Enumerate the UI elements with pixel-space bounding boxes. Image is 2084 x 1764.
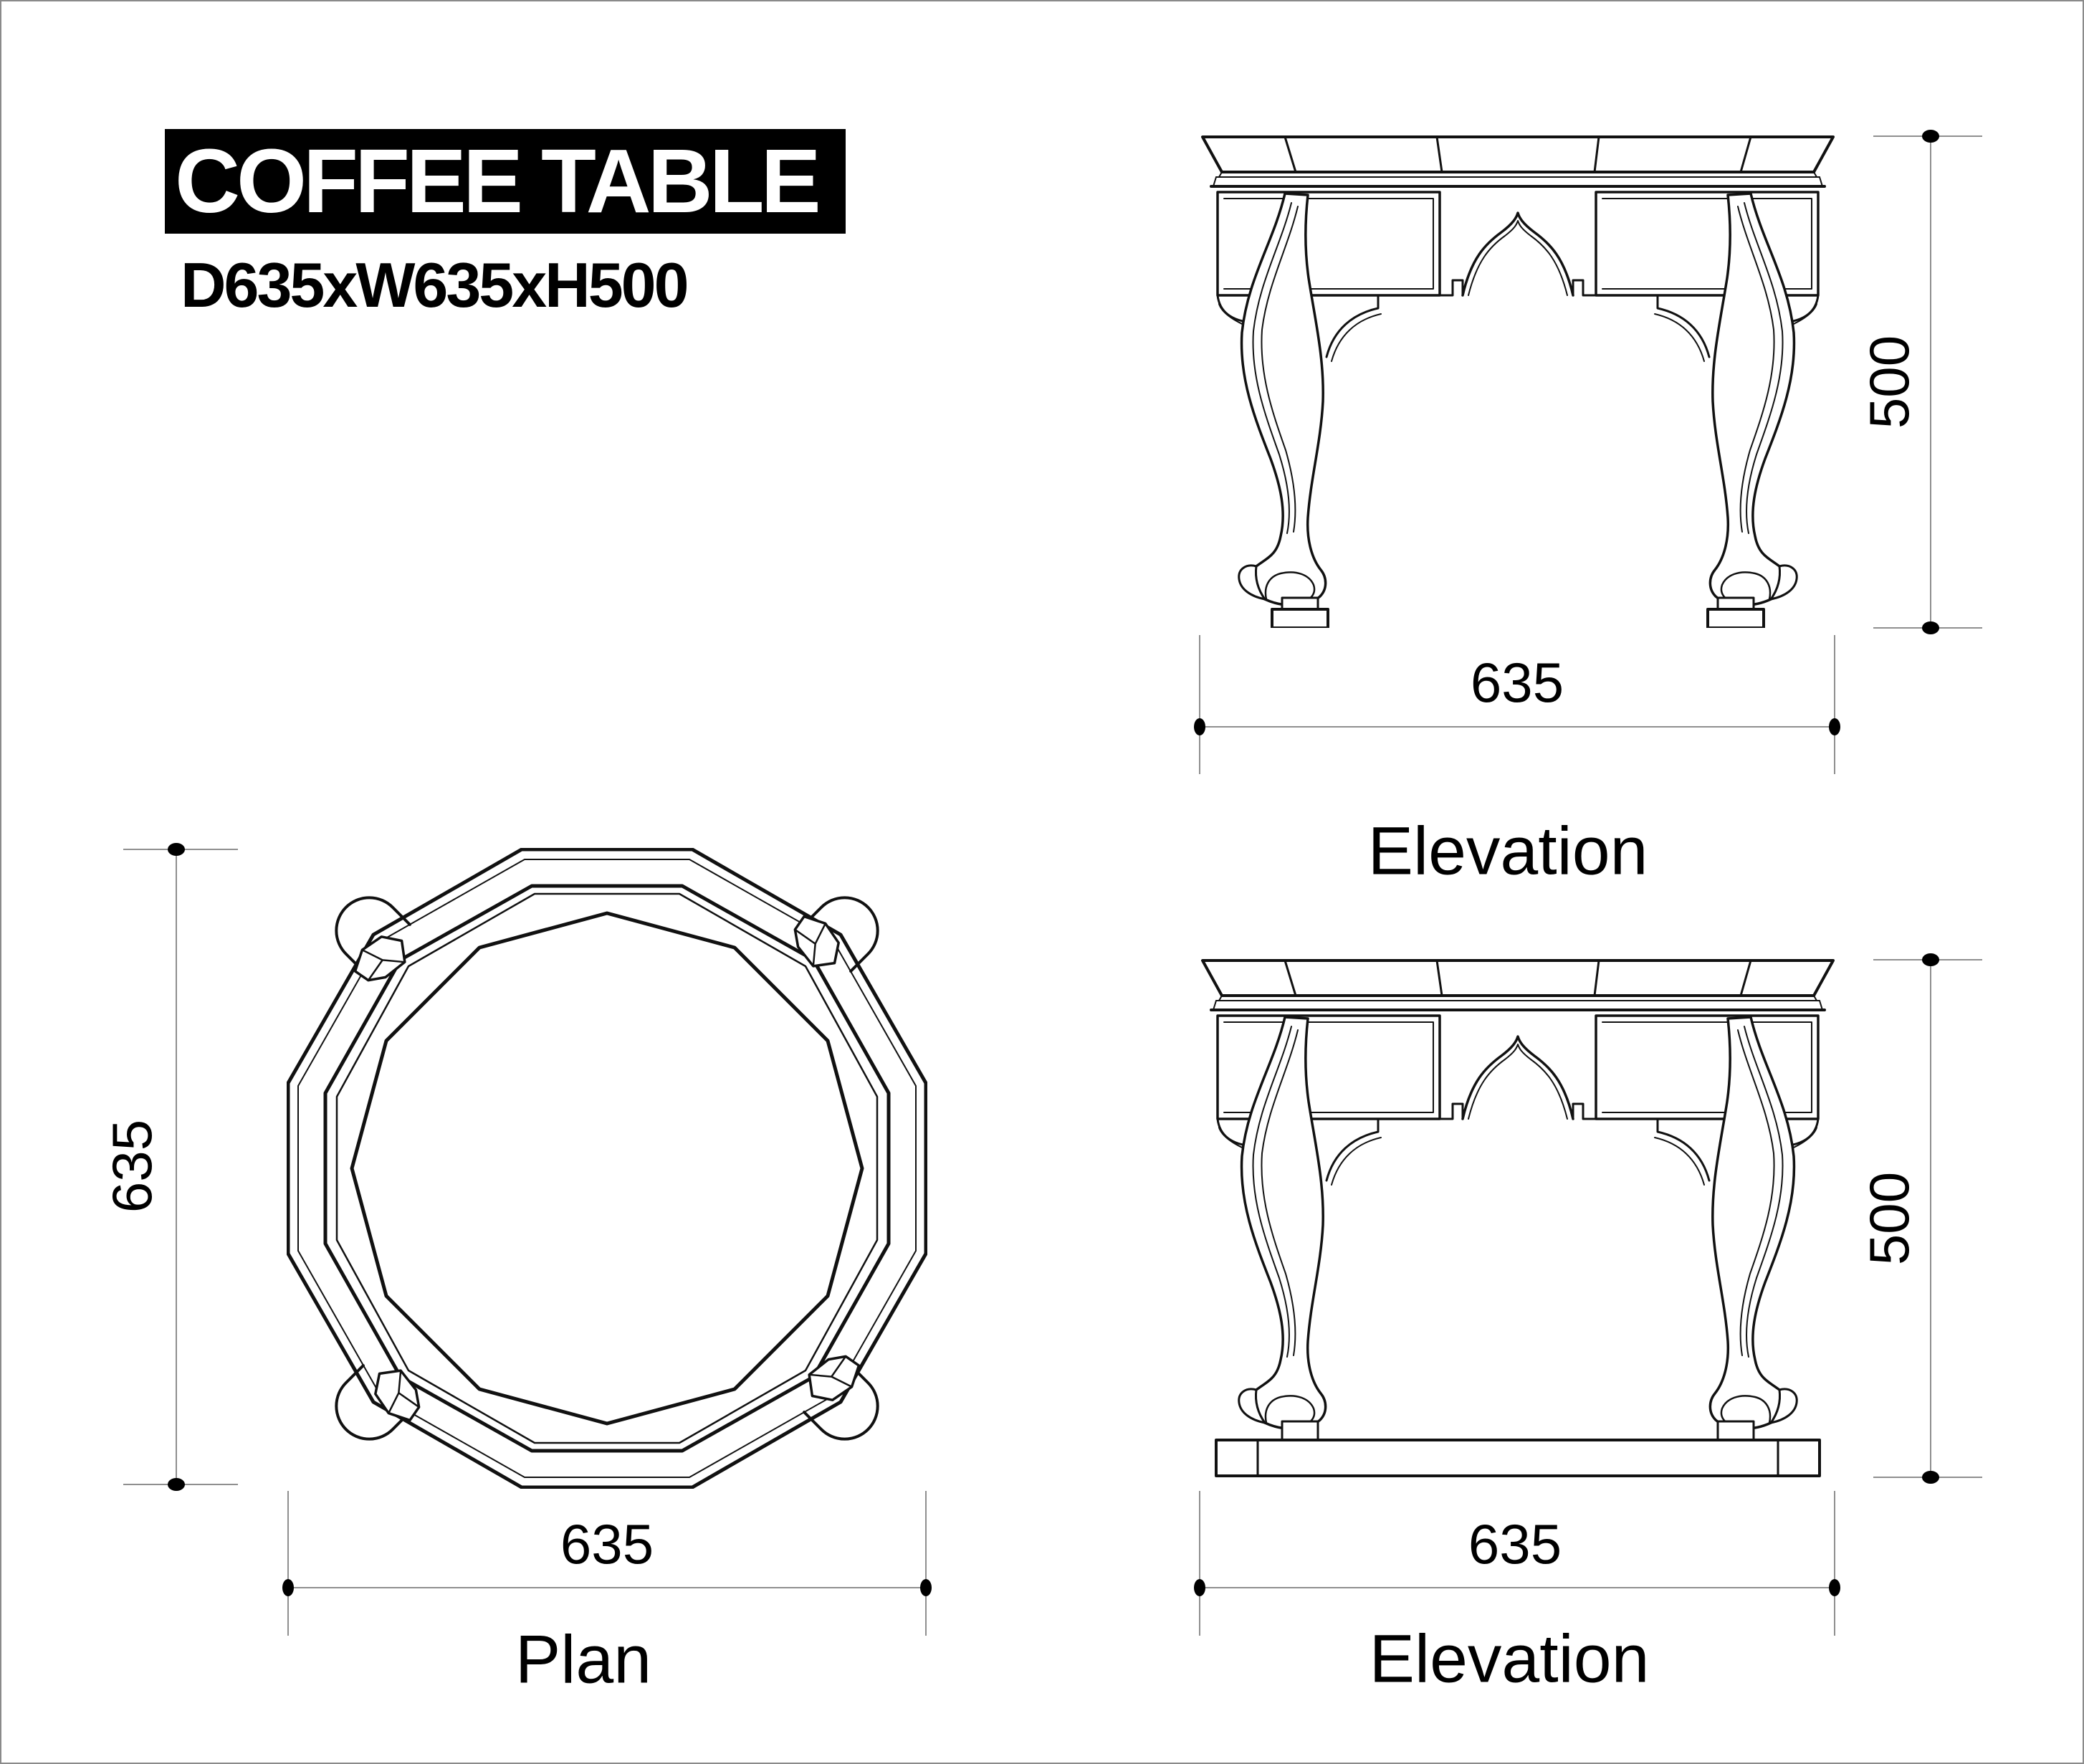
dim-value-elevation-bottom-height: 500 [1858, 1171, 1921, 1266]
dimension-end-dots [168, 130, 1939, 1596]
dimension-lines-overlay [1, 1, 2084, 1764]
dim-value-plan-width: 635 [560, 1512, 654, 1575]
page-title: COFFEE TABLE [175, 130, 818, 232]
view-label-elevation-top: Elevation [1367, 813, 1648, 890]
dim-value-elevation-bottom-width: 635 [1468, 1512, 1562, 1575]
dim-value-elevation-top-height: 500 [1858, 335, 1921, 429]
dim-value-elevation-top-width: 635 [1470, 651, 1564, 714]
dim-value-plan-depth: 635 [100, 1119, 163, 1214]
overall-dimensions-label: D635xW635xH500 [181, 249, 687, 320]
view-label-plan: Plan [515, 1621, 652, 1698]
view-label-elevation-bottom: Elevation [1369, 1621, 1650, 1697]
